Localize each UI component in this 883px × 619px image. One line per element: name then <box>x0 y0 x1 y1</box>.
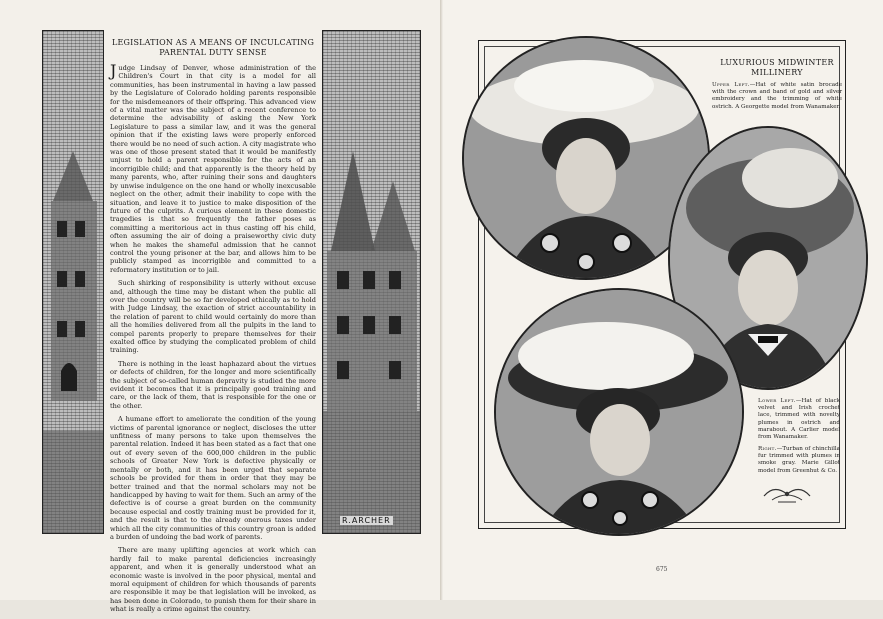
decorative-ornament-icon <box>760 482 814 504</box>
illustrator-signature: R.ARCHER <box>342 516 391 525</box>
article-title: LEGISLATION AS A MEANS OF INCULCATING PARENTAL DUTY SENSE <box>111 38 315 57</box>
caption-lead: Upper Left. <box>712 82 750 88</box>
right-border-illustration <box>322 30 421 534</box>
page-number: 675 <box>656 566 668 573</box>
caption-lead: Lower Left. <box>758 398 796 404</box>
article-paragraph: There are many uplifting agencies at work which can hardly fail to make parental deficiencies increasingly apparent, and when it is generally understood what an economic waste is involved in the poor physical, mental and moral equipment of children for which thousands of parents are responsible it may be that legislation will be invoked, as has been done in Colorado, to punish them for their share in what is really a crime against the country. <box>110 546 316 614</box>
article-paragraph: There is nothing in the least haphazard about the virtues or defects of children, for the longer and more scientifically the subject of so-called human depravity is studied the more evident it becomes that it is principally good training and care, or the lack of them, that is responsible for the one or the other. <box>110 359 316 410</box>
caption-lower-left <box>758 398 840 441</box>
article-paragraph: Judge Lindsay of Denver, whose administration of the Children's Court in that city is a model for all communities, has been instrumental in having a law passed by the Legislature of Colorado holding parents responsible for the misdemeanors of their offspring. This advanced view of a vital matter was the subject of a recent conference to determine the advisability of asking the New York Legislature to pass a similar law, and it was the general opinion that if the existing laws were properly enforced there would be no need of such action. A city magistrate who was one of those present stated that it would be manifestly unjust to hold a parent responsible for the acts of an incorrigible child; and that apparently is the theory held by many parents, who, after ruining their sons and daughters by unwise indulgence on the one hand or wholly inexcusable neglect on the other, admit their inability to cope with the situation, and leave it to justice to make disposition of the future of the culprits. A curious element in these domestic tragedies is that so frequently the father poses as committing a meritorious act in thus casting off his child, often assuming the air of doing a praiseworthy civic duty when he makes the shameful admission that he cannot control the young prisoner at the bar, and allows him to be publicly stamped as incorrigible and committed to a reformatory institution or to jail. <box>110 61 316 274</box>
article-paragraph: A humane effort to ameliorate the condition of the young victims of parental ignorance or neglect, discloses the utter unfitness of many persons to take upon themselves the parental relation. Indeed it has been stated as a fact that one out of every seven of the 600,000 children in the public schools of Greater New York is defective physically or mentally or both, and it has been urged that separate schools be provided for them in order that they may be better trained and that the normal scholars may not be handicapped by having to wait for them. Such an army of the defective is of course a great burden on the community because especial and costly training must be provided for it, and the result is that to the already onerous taxes under which all the city communities of this country groan is added a burden of undoing the bad work of parents. <box>110 415 316 541</box>
caption-lead: Right. <box>758 446 777 452</box>
caption-text: —Hat of black velvet and Irish crochet lace, trimmed with novelty plumes in ostrich and marabout. A Carlier model from Wanamaker. <box>758 398 840 441</box>
left-border-illustration <box>42 30 104 534</box>
article-paragraph: Such shirking of responsibility is utterly without excuse and, although the time may be distant when the public all over the country will be so far developed ethically as to hold with Judge Lindsay, the exaction of strict accountability in the relation of parent to child would certainly do more than all the homilies delivered from all the pulpits in the land to compel parents properly to prepare themselves for their exalted office by studying the complicated problem of child training. <box>110 279 316 355</box>
caption-text: —Turban of chinchilla fur trimmed with plumes in smoke gray. Marie Gillot model from Greenhut & Co. <box>758 446 840 474</box>
caption-upper-left <box>712 82 842 111</box>
page-gutter <box>440 0 443 600</box>
millinery-title: LUXURIOUS MIDWINTER MILLINERY <box>720 58 834 77</box>
caption-text: —Hat of white satin brocade with the crown and band of gold and silver embroidery and the trimming of white ostrich. A Georgette model from Wanamaker. <box>712 82 843 110</box>
editorial-article <box>110 38 316 619</box>
caption-right <box>758 446 840 475</box>
lower-left-portrait <box>494 288 744 536</box>
